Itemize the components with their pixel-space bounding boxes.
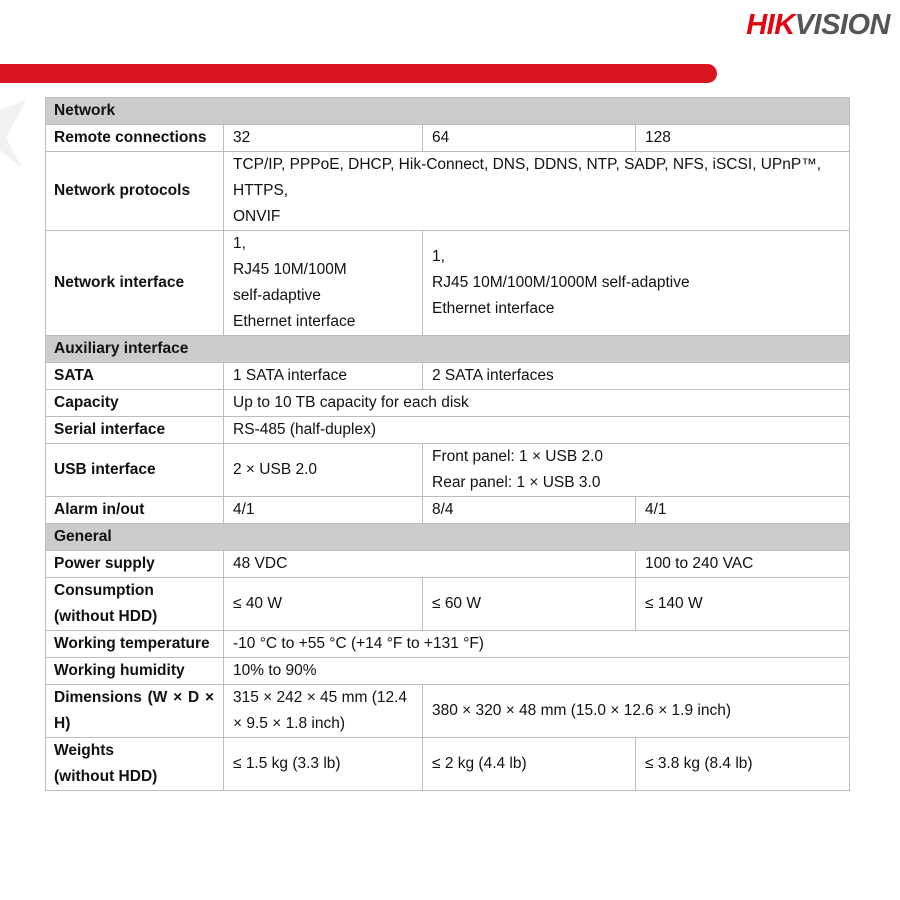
cell-value: 4/1 xyxy=(224,497,423,524)
table-row xyxy=(46,125,850,152)
cell-line: × 9.5 × 1.8 inch) xyxy=(233,715,346,732)
row-label: Alarm in/out xyxy=(46,497,224,524)
cell-line: Ethernet interface xyxy=(432,300,555,317)
label-line: Consumption xyxy=(54,582,154,599)
table-row xyxy=(46,631,850,658)
row-label xyxy=(46,685,224,738)
table-row xyxy=(46,578,850,631)
section-network xyxy=(46,98,850,125)
section-header: General xyxy=(46,524,850,551)
cell-value: Up to 10 TB capacity for each disk xyxy=(224,390,850,417)
cell-value: 100 to 240 VAC xyxy=(636,551,850,578)
cell-value: 128 xyxy=(636,125,850,152)
cell-value: 4/1 xyxy=(636,497,850,524)
cell-line: RJ45 10M/100M/1000M self-adaptive xyxy=(432,274,690,291)
spec-table xyxy=(45,97,850,791)
cell-value xyxy=(423,444,850,497)
cell-value xyxy=(224,685,423,738)
cell-value: 64 xyxy=(423,125,636,152)
hikvision-logo xyxy=(746,8,890,42)
cell-line: 315 × 242 × 45 mm (12.4 xyxy=(233,689,408,706)
cell-value: 48 VDC xyxy=(224,551,636,578)
row-label: Serial interface xyxy=(46,417,224,444)
cell-value: 10% to 90% xyxy=(224,658,850,685)
section-header: Auxiliary interface xyxy=(46,336,850,363)
logo-part-hik: HIK xyxy=(746,9,795,41)
row-label: Power supply xyxy=(46,551,224,578)
table-row xyxy=(46,551,850,578)
cell-value: ≤ 2 kg (4.4 lb) xyxy=(423,738,636,791)
cell-value: ≤ 60 W xyxy=(423,578,636,631)
decorative-shape xyxy=(0,100,28,170)
cell-value: ≤ 140 W xyxy=(636,578,850,631)
cell-value xyxy=(423,231,850,336)
table-row xyxy=(46,152,850,231)
row-label: SATA xyxy=(46,363,224,390)
header-red-bar xyxy=(0,64,717,83)
table-row xyxy=(46,231,850,336)
label-line: (without HDD) xyxy=(54,608,158,625)
table-row xyxy=(46,417,850,444)
row-label: Working humidity xyxy=(46,658,224,685)
section-general xyxy=(46,524,850,551)
cell-line: 1, xyxy=(432,248,445,265)
logo-part-vision: VISION xyxy=(794,9,890,41)
cell-value: 32 xyxy=(224,125,423,152)
cell-value xyxy=(224,152,850,231)
label-line: Dimensions (W × D × xyxy=(54,689,214,706)
cell-value: 8/4 xyxy=(423,497,636,524)
cell-line: RJ45 10M/100M xyxy=(233,261,347,278)
table-row xyxy=(46,497,850,524)
table-row xyxy=(46,738,850,791)
cell-line: Front panel: 1 × USB 2.0 xyxy=(432,448,604,465)
row-label: Network protocols xyxy=(46,152,224,231)
label-line: (without HDD) xyxy=(54,768,158,785)
cell-value: ≤ 3.8 kg (8.4 lb) xyxy=(636,738,850,791)
label-line: H) xyxy=(54,715,71,732)
cell-value xyxy=(224,231,423,336)
section-auxiliary xyxy=(46,336,850,363)
cell-value: RS-485 (half-duplex) xyxy=(224,417,850,444)
table-row xyxy=(46,390,850,417)
row-label xyxy=(46,738,224,791)
row-label: Network interface xyxy=(46,231,224,336)
cell-line: self-adaptive xyxy=(233,287,321,304)
cell-value: 2 SATA interfaces xyxy=(423,363,850,390)
cell-value: ≤ 40 W xyxy=(224,578,423,631)
row-label: Capacity xyxy=(46,390,224,417)
row-label: Working temperature xyxy=(46,631,224,658)
row-label: USB interface xyxy=(46,444,224,497)
table-row xyxy=(46,685,850,738)
row-label xyxy=(46,578,224,631)
cell-value: 2 × USB 2.0 xyxy=(224,444,423,497)
label-line: Weights xyxy=(54,742,114,759)
table-row xyxy=(46,658,850,685)
table-row xyxy=(46,363,850,390)
cell-value: 1 SATA interface xyxy=(224,363,423,390)
cell-line: 1, xyxy=(233,235,246,252)
row-label: Remote connections xyxy=(46,125,224,152)
cell-value: -10 °C to +55 °C (+14 °F to +131 °F) xyxy=(224,631,850,658)
cell-line: ONVIF xyxy=(233,208,281,225)
table-row xyxy=(46,444,850,497)
section-header: Network xyxy=(46,98,850,125)
cell-line: Rear panel: 1 × USB 3.0 xyxy=(432,474,601,491)
cell-line: TCP/IP, PPPoE, DHCP, Hik-Connect, DNS, DDNS, NTP, SADP, NFS, iSCSI, UPnP™, HTTPS, xyxy=(233,156,822,199)
cell-value: ≤ 1.5 kg (3.3 lb) xyxy=(224,738,423,791)
cell-value: 380 × 320 × 48 mm (15.0 × 12.6 × 1.9 inch) xyxy=(423,685,850,738)
cell-line: Ethernet interface xyxy=(233,313,356,330)
